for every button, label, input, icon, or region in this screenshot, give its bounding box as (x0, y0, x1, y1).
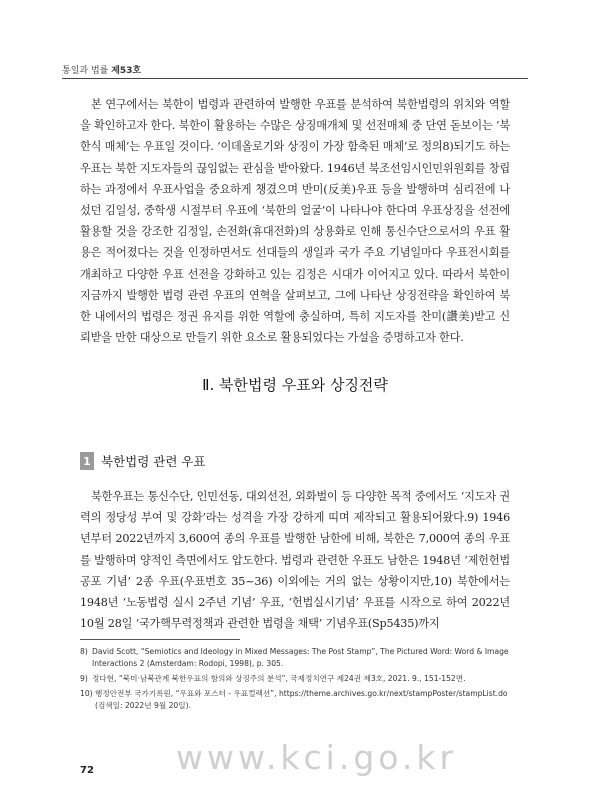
issue-number: 제53호 (111, 66, 142, 76)
footnote-text: David Scott, “Semiotics and Ideology in Mixed Messages: The Post Stamp”, The Pictured Word: Word & Image Interactions 2 (Amsterdam: Rodopi, 1998), p. 305. (92, 647, 509, 668)
journal-name: 통일과 법률 (62, 66, 109, 76)
footnotes (80, 646, 510, 715)
body-paragraph-block (80, 486, 510, 634)
footnote-text: 행정안전부 국가기록원, “우표와 포스터 - 우표컬렉션”, https://theme.archives.go.kr/next/stampPoster/stampList.do (검색일: 2022년 9월 20일). (95, 689, 508, 710)
footnote (80, 646, 510, 670)
footnote-number: 10) (80, 689, 93, 698)
subsection-title: 북한법령 관련 우표 (101, 454, 206, 469)
footnote-number: 8) (80, 647, 88, 656)
footnote (80, 688, 510, 712)
intro-paragraph: 본 연구에서는 북한이 법령과 관련하여 발행한 우표를 분석하여 북한법령의 위치와 역할을 확인하고자 한다. 북한이 활용하는 수많은 상징매개체 및 선전매체 중 단연 돋보이는 ‘북한식 매체’는 우표일 것이다. ‘이데올로기와 상징이 가장 함축된 매체’로 정의8)되기도 하는 우표는 북한 지도자들의 끊임없는 관심을 받아왔다. 1946년 북조선임시인민위원회를 창립하는 과정에서 우표사업을 중요하게 챙겼으며 반미(反美)우표 등을 발행하며 심리전에 나섰던 김일성, 중학생 시절부터 우표에 ‘북한의 얼굴’이 나타나야 한다며 우표상징을 선전에 활용할 것을 강조한 김정일, 손전화(휴대전화)의 상용화로 인해 통신수단으로서의 우표 활용은 적어졌다는 것을 인정하면서도 선대들의 생일과 국가 주요 기념일마다 우표전시회를 개최하고 다양한 우표 선전을 강화하고 있는 김정은 시대가 이어지고 있다. 따라서 북한이 지금까지 발행한 법령 관련 우표의 연혁을 살펴보고, 그에 나타난 상징전략을 확인하여 북한 내에서의 법령은 정권 유지를 위한 역할에 충실하며, 특히 지도자를 찬미(讚美)받고 신뢰받을 만한 대상으로 만들기 위한 요소로 활용되었다는 가설을 증명하고자 한다. (80, 98, 510, 345)
section-title: Ⅱ. 북한법령 우표와 상징전략 (202, 376, 388, 394)
intro-paragraph-block (80, 94, 510, 348)
footnote-divider (80, 639, 240, 640)
footnote-text: 정다현, “북미·남북관계 북한우표의 함의와 상징주의 분석”, 국제정치연구 제24권 제3호, 2021. 9., 151-152면. (92, 674, 466, 683)
subsection-heading (80, 452, 206, 470)
footnote-number: 9) (80, 674, 88, 683)
body-paragraph: 북한우표는 통신수단, 인민선동, 대외선전, 외화벌이 등 다양한 목적 중에서도 ‘지도자 권력의 정당성 부여 및 강화’라는 성격을 가장 강하게 띠며 제작되고 활용되어왔다.9) 1946년부터 2022년까지 3,600여 종의 우표를 발행한 남한에 비해, 북한은 7,000여 종의 우표를 발행하며 양적인 측면에서도 압도한다. 법령과 관련한 우표도 남한은 1948년 ‘제헌헌법 공포 기념’ 2종 우표(우표번호 35~36) 이외에는 거의 없는 상황이지만,10) 북한에서는 1948년 ‘노동법령 실시 2주년 기념’ 우표, ‘헌법실시기념’ 우표를 시작으로 하여 2022년 10월 28일 ‘국가핵무력정책과 관련한 법령을 채택’ 기념우표(Sp5435)까지 (80, 490, 510, 631)
running-head (62, 63, 141, 76)
page-number: 72 (80, 765, 94, 776)
header-divider (62, 78, 528, 79)
watermark: www.kci.go.kr (176, 738, 458, 777)
subsection-number-badge: 1 (80, 452, 94, 470)
footnote (80, 673, 510, 685)
